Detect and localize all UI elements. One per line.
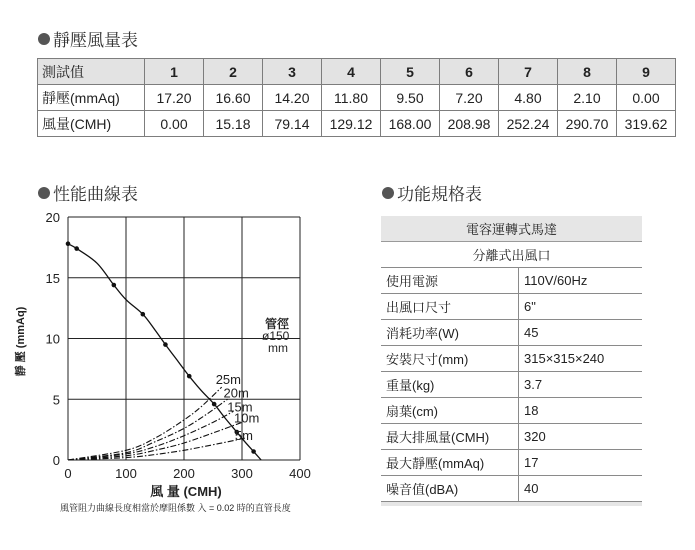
table-cell: 4.80: [499, 85, 558, 111]
column-header: 7: [499, 59, 558, 85]
spec-row: [381, 398, 642, 424]
bullet-dot-icon: [38, 187, 50, 199]
chart-labels: [13, 210, 311, 499]
fan-curve-point: [112, 283, 117, 288]
spec-header-outlet: 分離式出風口: [381, 242, 642, 268]
spec-value: 17: [519, 450, 643, 476]
table-cell: 79.14: [263, 111, 322, 137]
resistance-curve-20m: [68, 399, 228, 460]
table-cell: 319.62: [617, 111, 676, 137]
spec-title-text: 功能規格表: [397, 185, 482, 204]
column-header: 2: [204, 59, 263, 85]
table-cell: 15.18: [204, 111, 263, 137]
table-row: [38, 111, 676, 137]
spec-row: [381, 294, 642, 320]
header-label-cell: 測試值: [38, 59, 145, 85]
spec-label: 出風口尺寸: [381, 294, 519, 320]
column-header: 1: [145, 59, 204, 85]
spec-row: [381, 346, 642, 372]
row-label: 靜壓(mmAq): [38, 85, 145, 111]
spec-footer-bar: [381, 502, 642, 507]
resistance-label: 10m: [234, 410, 260, 426]
spec-row: [381, 372, 642, 398]
resistance-label: 15m: [227, 399, 253, 415]
table-cell: 16.60: [204, 85, 263, 111]
spec-value: 110V/60Hz: [519, 268, 643, 294]
resistance-label: 20m: [223, 385, 249, 401]
bullet-dot-icon: [382, 187, 394, 199]
spec-value: 45: [519, 320, 643, 346]
pipe-diameter-label: ø150: [262, 329, 290, 343]
fan-curve-point: [141, 312, 146, 317]
column-header: 5: [381, 59, 440, 85]
x-tick-label: 0: [64, 466, 72, 481]
spec-row: [381, 476, 642, 502]
fan-curve-line: [68, 244, 261, 460]
spec-value: 6": [519, 294, 643, 320]
static-pressure-section-title: [38, 26, 138, 51]
spec-row: [381, 320, 642, 346]
table-cell: 2.10: [558, 85, 617, 111]
spec-label: 消耗功率(W): [381, 320, 519, 346]
spec-row: [381, 424, 642, 450]
spec-label: 最大排風量(CMH): [381, 424, 519, 450]
spec-value: 18: [519, 398, 643, 424]
spec-label: 使用電源: [381, 268, 519, 294]
row-label: 風量(CMH): [38, 111, 145, 137]
spec-value: 320: [519, 424, 643, 450]
resistance-label: 25m: [215, 372, 241, 388]
y-tick-label: 10: [45, 331, 60, 347]
table-cell: 0.00: [617, 85, 676, 111]
fan-curve-point: [187, 374, 192, 379]
spec-value: 3.7: [519, 372, 643, 398]
table-cell: 14.20: [263, 85, 322, 111]
table-row: [38, 85, 676, 111]
static-pressure-table: [37, 58, 676, 137]
resistance-label: 5m: [234, 428, 253, 444]
fan-curve-point: [251, 449, 256, 454]
spec-header-row: [381, 242, 642, 268]
y-tick-label: 20: [45, 210, 60, 225]
spec-table: [381, 216, 642, 506]
table-cell: 17.20: [145, 85, 204, 111]
pipe-diameter-label: 管徑: [265, 317, 290, 331]
performance-chart: [0, 200, 340, 500]
table-cell: 0.00: [145, 111, 204, 137]
table-cell: 7.20: [440, 85, 499, 111]
spec-header-motor: 電容運轉式馬達: [381, 216, 642, 242]
spec-label: 安裝尺寸(mm): [381, 346, 519, 372]
y-tick-label: 5: [52, 392, 60, 408]
resistance-curve-10m: [68, 422, 242, 460]
column-header: 9: [617, 59, 676, 85]
chart-curves: [66, 241, 261, 460]
pipe-diameter-label: mm: [268, 341, 288, 355]
x-tick-label: 200: [173, 466, 195, 481]
column-header: 8: [558, 59, 617, 85]
fan-curve-point: [212, 402, 217, 407]
table-cell: 11.80: [322, 85, 381, 111]
table-cell: 290.70: [558, 111, 617, 137]
fan-curve-point: [66, 241, 71, 246]
spec-label: 最大靜壓(mmAq): [381, 450, 519, 476]
x-tick-label: 400: [289, 466, 311, 481]
column-header: 4: [322, 59, 381, 85]
table-cell: 168.00: [381, 111, 440, 137]
spec-value: 40: [519, 476, 643, 502]
spec-header-row: [381, 216, 642, 242]
resistance-curve-25m: [68, 387, 222, 460]
x-tick-label: 300: [231, 466, 253, 481]
spec-row: [381, 268, 642, 294]
spec-value: 315×315×240: [519, 346, 643, 372]
table-cell: 208.98: [440, 111, 499, 137]
column-header: 3: [263, 59, 322, 85]
static-pressure-header-row: [38, 59, 676, 85]
spec-label: 扇葉(cm): [381, 398, 519, 424]
y-tick-label: 15: [45, 270, 60, 286]
table-cell: 9.50: [381, 85, 440, 111]
static-pressure-title-text: 靜壓風量表: [53, 31, 138, 50]
resistance-curve-15m: [68, 411, 233, 460]
x-tick-label: 100: [115, 466, 137, 481]
bullet-dot-icon: [38, 33, 50, 45]
spec-section-title: [382, 180, 482, 205]
fan-curve-point: [163, 342, 168, 347]
y-axis-label: 靜 壓 (mmAq): [15, 306, 27, 377]
spec-label: 噪音值(dBA): [381, 476, 519, 502]
table-cell: 252.24: [499, 111, 558, 137]
fan-curve-point: [74, 246, 79, 251]
chart-footnote: 風管阻力曲線長度相當於摩阻係數 入 = 0.02 時的直管長度: [60, 503, 291, 513]
spec-label: 重量(kg): [381, 372, 519, 398]
column-header: 6: [440, 59, 499, 85]
x-axis-label: 風 量 (CMH): [150, 484, 222, 499]
performance-title-text: 性能曲線表: [53, 185, 138, 204]
spec-row: [381, 450, 642, 476]
table-cell: 129.12: [322, 111, 381, 137]
y-tick-label: 0: [52, 453, 60, 468]
